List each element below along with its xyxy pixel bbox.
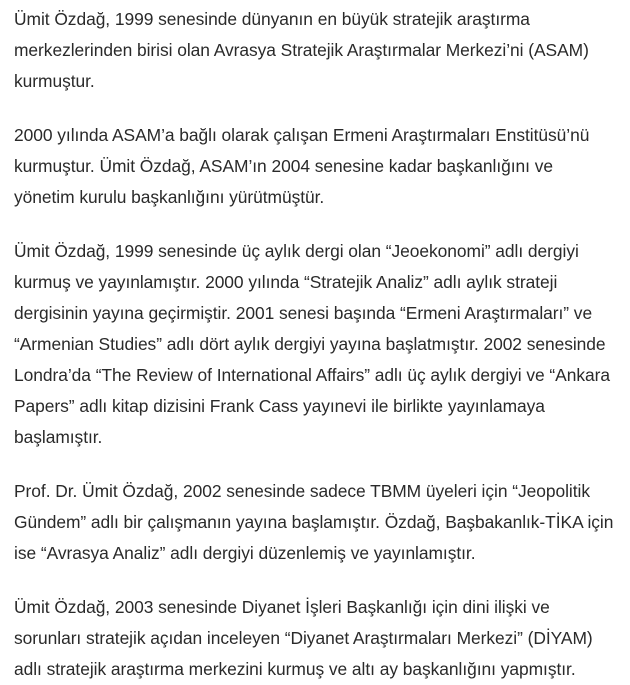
paragraph-journals: Ümit Özdağ, 1999 senesinde üç aylık dergi olan “Jeoekonomi” adlı dergiyi kurmuş ve yayınlamıştır. 2000 yılında “Stratejik Analiz” adlı aylık strateji dergisinin yayına geçirmiştir. 2001 senesi başında “Ermeni Araştırmaları” ve “Armenian Studies” adlı dört aylık dergiyi yayına başlatmıştır. 2002 senesinde Londra’da “The Review of International Affairs” adlı üç aylık dergiyi ve “Ankara Papers” adlı kitap dizisini Frank Cass yayınevi ile birlikte yayınlamaya başlamıştır. <box>14 241 610 447</box>
paragraph-armenian-institute: 2000 yılında ASAM’a bağlı olarak çalışan Ermeni Araştırmaları Enstitüsü’nü kurmuştur. Ümit Özdağ, ASAM’ın 2004 senesine kadar başkanlığını ve yönetim kurulu başkanlığını yürütmüştür. <box>14 125 590 207</box>
paragraph-asam-founding: Ümit Özdağ, 1999 senesinde dünyanın en büyük stratejik araştırma merkezlerinden birisi olan Avrasya Stratejik Araştırmalar Merkezi’ni (ASAM) kurmuştur. <box>14 9 589 91</box>
paragraph-jeopolitik-gundem: Prof. Dr. Ümit Özdağ, 2002 senesinde sadece TBMM üyeleri için “Jeopolitik Gündem” adlı bir çalışmanın yayına başlamıştır. Özdağ, Başbakanlık-TİKA için ise “Avrasya Analiz” adlı dergiyi düzenlemiş ve yayınlamıştır. <box>14 481 614 563</box>
paragraph-diyam: Ümit Özdağ, 2003 senesinde Diyanet İşleri Başkanlığı için dini ilişki ve sorunları stratejik açıdan inceleyen “Diyanet Araştırmaları Merkezi” (DİYAM) adlı stratejik araştırma merkezini kurmuş ve altı ay başkanlığını yapmıştır. <box>14 597 593 679</box>
